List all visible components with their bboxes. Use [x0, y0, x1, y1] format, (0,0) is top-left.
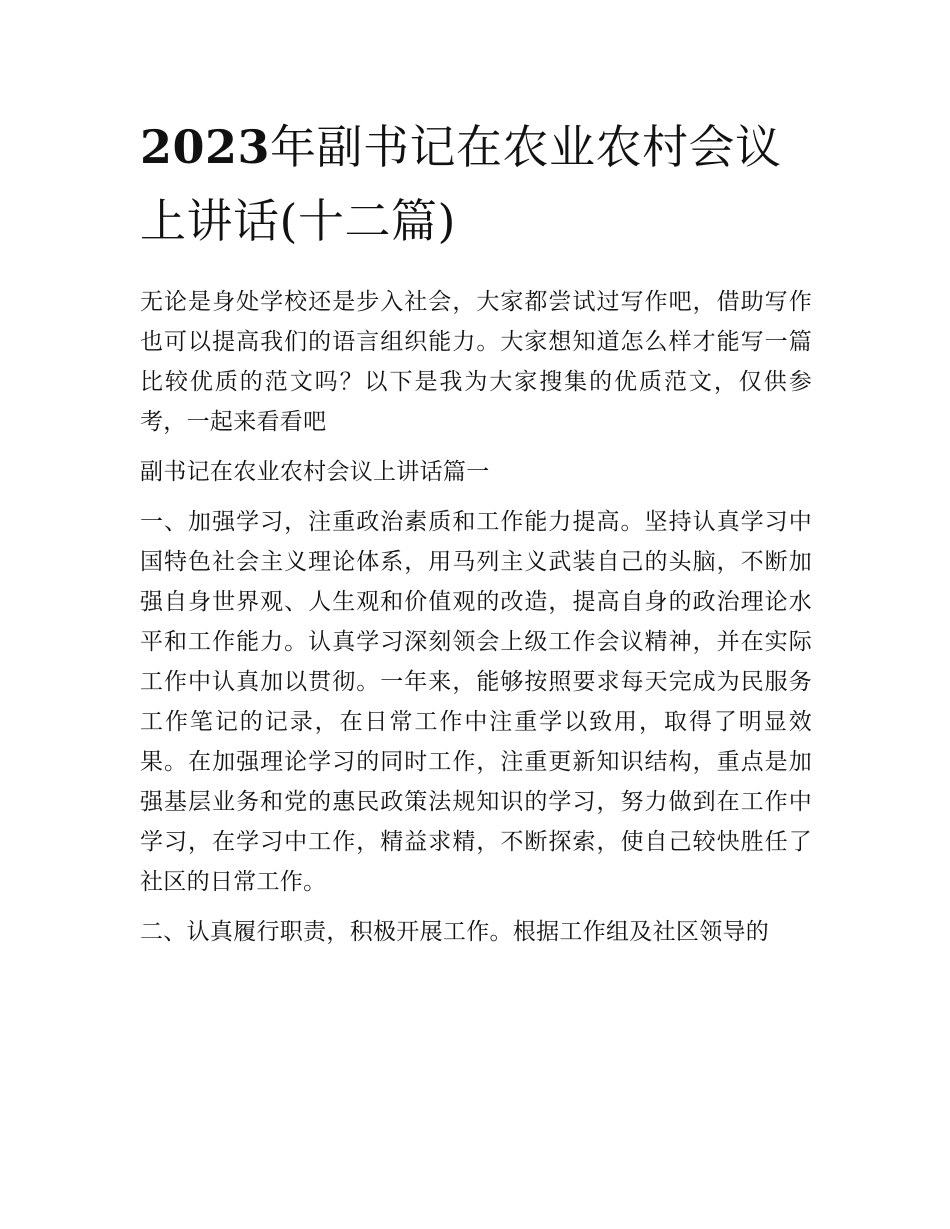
body-paragraph-2: 二、认真履行职责，积极开展工作。根据工作组及社区领导的 [140, 919, 770, 945]
document-title [140, 110, 820, 258]
document-body [140, 282, 812, 952]
body-paragraph-1: 一、加强学习，注重政治素质和工作能力提高。坚持认真学习中国特色社会主义理论体系，用马列主义武装自己的头脑，不断加强自身世界观、人生观和价值观的改造，提高自身的政治理论水平和工作能力。认真学习深刻领会上级工作会议精神，并在实际工作中认真加以贯彻。一年来，能够按照要求每天完成为民服务工作笔记的记录，在日常工作中注重学以致用，取得了明显效果。在加强理论学习的同时工作，注重更新知识结构，重点是加强基层业务和党的惠民政策法规知识的学习，努力做到在工作中学习，在学习中工作，精益求精，不断探索，使自己较快胜任了社区的日常工作。 [140, 509, 812, 895]
title-text: 年副书记在农业农村会议上讲话(十二篇) [140, 120, 782, 248]
section-heading: 副书记在农业农村会议上讲话篇一 [140, 459, 490, 485]
title-year: 2023 [140, 120, 271, 174]
intro-paragraph: 无论是身处学校还是步入社会，大家都尝试过写作吧，借助写作也可以提高我们的语言组织能力。大家想知道怎么样才能写一篇比较优质的范文吗？以下是我为大家搜集的优质范文，仅供参考，一起来看看吧 [140, 289, 812, 435]
